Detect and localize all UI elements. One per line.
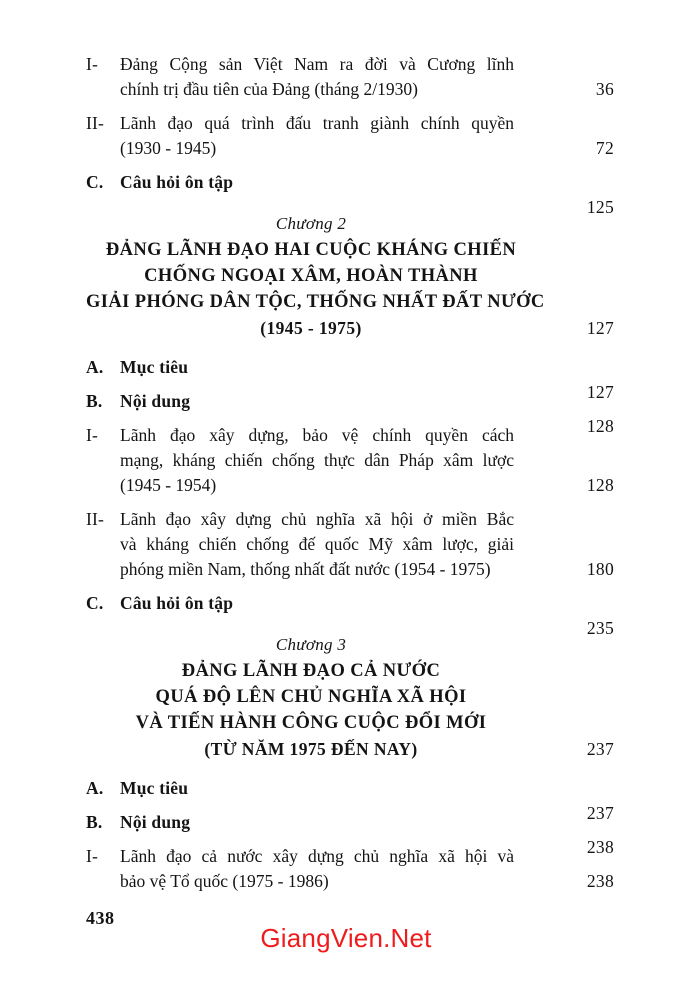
toc-entry-text bbox=[120, 389, 514, 414]
toc-entry-line: Nội dung bbox=[120, 812, 191, 832]
chapter-title-line: GIẢI PHÓNG DÂN TỘC, THỐNG NHẤT ĐẤT NƯỚC bbox=[86, 292, 545, 312]
table-of-contents bbox=[86, 52, 614, 903]
toc-entry-page-number: 127 bbox=[586, 382, 614, 402]
toc-entry-line: bảo vệ Tổ quốc (1975 - 1986) bbox=[120, 871, 329, 891]
toc-entry-marker: B. bbox=[86, 812, 103, 832]
chapter-title-line: ĐẢNG LÃNH ĐẠO HAI CUỘC KHÁNG CHIẾN bbox=[105, 240, 517, 260]
chapter-years: (1945 - 1975) bbox=[260, 318, 362, 338]
toc-entry bbox=[86, 170, 614, 217]
toc-entry-text bbox=[120, 776, 514, 801]
toc-entry-page-number: 36 bbox=[595, 79, 614, 99]
toc-entry-page-number: 238 bbox=[586, 837, 614, 857]
toc-entry-line: và kháng chiến chống đế quốc Mỹ xâm lược, giải bbox=[120, 534, 514, 554]
toc-entry-line: Lãnh đạo xây dựng, bảo vệ chính quyền cách bbox=[120, 425, 514, 445]
toc-entry bbox=[86, 844, 614, 894]
toc-entry bbox=[86, 52, 614, 102]
toc-entry-line: Câu hỏi ôn tập bbox=[120, 172, 234, 192]
toc-entry-line: Lãnh đạo cả nước xây dựng chủ nghĩa xã hội và bbox=[120, 846, 514, 866]
toc-entry-text bbox=[120, 810, 514, 835]
toc-entry-marker: I- bbox=[86, 846, 99, 866]
chapter-years: (TỪ NĂM 1975 ĐẾN NAY) bbox=[204, 739, 418, 759]
toc-entry-page-number: 125 bbox=[586, 197, 614, 217]
toc-entry-line: Mục tiêu bbox=[120, 357, 189, 377]
toc-entry-text bbox=[120, 52, 514, 102]
toc-entry-marker: I- bbox=[86, 54, 99, 74]
toc-entry-line: Câu hỏi ôn tập bbox=[120, 593, 234, 613]
toc-entry-page-number: 235 bbox=[586, 618, 614, 638]
chapter-heading-2 bbox=[86, 211, 614, 341]
toc-entry-marker: C. bbox=[86, 172, 104, 192]
toc-entry-marker: II- bbox=[86, 113, 105, 133]
chapter-number-label: Chương 3 bbox=[275, 635, 347, 654]
toc-entry-marker: I- bbox=[86, 425, 99, 445]
toc-entry-marker: B. bbox=[86, 391, 103, 411]
toc-entry-page-number: 128 bbox=[586, 475, 614, 495]
toc-entry-line: (1945 - 1954) bbox=[120, 475, 217, 495]
site-watermark: GiangVien.Net bbox=[260, 923, 432, 953]
toc-entry-marker: A. bbox=[86, 778, 104, 798]
chapter-page-number: 127 bbox=[586, 318, 614, 338]
toc-entry bbox=[86, 507, 614, 582]
toc-entry-marker: C. bbox=[86, 593, 104, 613]
toc-entry-text bbox=[120, 844, 514, 894]
toc-entry-line: Mục tiêu bbox=[120, 778, 189, 798]
toc-entry-text bbox=[120, 507, 514, 582]
chapter-title-line: VÀ TIẾN HÀNH CÔNG CUỘC ĐỔI MỚI bbox=[135, 713, 487, 733]
toc-entry-marker: A. bbox=[86, 357, 104, 377]
toc-entry bbox=[86, 423, 614, 498]
toc-entry-page-number: 237 bbox=[586, 803, 614, 823]
chapter-number-label: Chương 2 bbox=[275, 214, 347, 233]
chapter-page-number: 237 bbox=[586, 739, 614, 759]
toc-entry-text bbox=[120, 591, 514, 616]
toc-entry-text bbox=[120, 355, 514, 380]
page-folio-number: 438 bbox=[86, 908, 115, 928]
chapter-title-line: QUÁ ĐỘ LÊN CHỦ NGHĨA XÃ HỘI bbox=[155, 687, 467, 707]
toc-entry-text bbox=[120, 170, 514, 195]
toc-entry-page-number: 128 bbox=[586, 416, 614, 436]
toc-entry-line: Nội dung bbox=[120, 391, 191, 411]
toc-entry-line: Lãnh đạo xây dựng chủ nghĩa xã hội ở miền Bắc bbox=[120, 509, 514, 529]
toc-entry-text bbox=[120, 111, 514, 161]
toc-entry-page-number: 180 bbox=[586, 559, 614, 579]
toc-entry-page-number: 238 bbox=[586, 871, 614, 891]
toc-entry-line: Lãnh đạo quá trình đấu tranh giành chính quyền bbox=[120, 113, 514, 133]
toc-entry bbox=[86, 111, 614, 161]
chapter-heading-3 bbox=[86, 632, 614, 762]
toc-entry bbox=[86, 591, 614, 638]
toc-entry-page-number: 72 bbox=[595, 138, 614, 158]
toc-entry-line: chính trị đầu tiên của Đảng (tháng 2/1930) bbox=[120, 79, 418, 99]
chapter-title-line: ĐẢNG LÃNH ĐẠO CẢ NƯỚC bbox=[181, 661, 441, 681]
toc-entry-line: phóng miền Nam, thống nhất đất nước (1954 - 1975) bbox=[120, 559, 491, 579]
toc-entry-line: (1930 - 1945) bbox=[120, 138, 217, 158]
chapter-title-line: CHỐNG NGOẠI XÂM, HOÀN THÀNH bbox=[144, 266, 478, 286]
toc-entry-text bbox=[120, 423, 514, 498]
toc-entry-marker: II- bbox=[86, 509, 105, 529]
toc-entry-line: mạng, kháng chiến chống thực dân Pháp xâm lược bbox=[120, 450, 514, 470]
toc-entry-line: Đảng Cộng sản Việt Nam ra đời và Cương lĩnh bbox=[120, 54, 514, 74]
